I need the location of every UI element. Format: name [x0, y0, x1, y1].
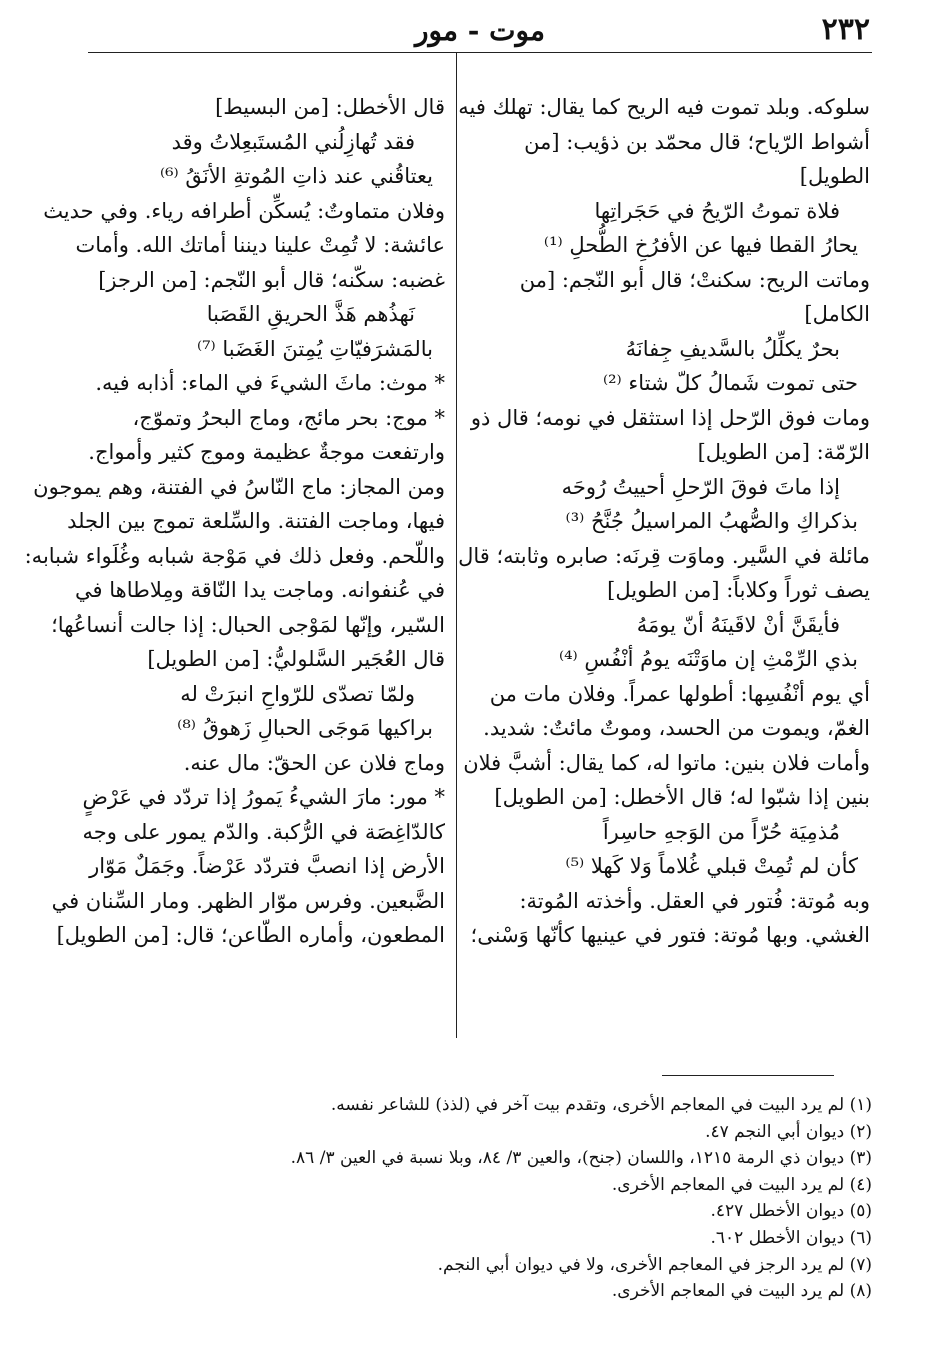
text-line: حتى تموت شَمالُ كلّ شتاء ⁽²⁾: [602, 371, 858, 395]
footnote: (٥) ديوان الأخطل ٤٢٧.: [710, 1201, 872, 1222]
text-line: في عُنفوانه. وماجت يدا النّاقة ومِلاطاها في: [75, 578, 445, 602]
running-title: موت - مور: [415, 14, 545, 47]
text-line: الطويل]: [799, 164, 870, 188]
text-line: بنين إذا شبّوا له؛ قال الأخطل: [من الطويل]: [494, 785, 870, 809]
footnote: (٢) ديوان أبي النجم ٤٧.: [705, 1121, 872, 1142]
header-rule: [88, 52, 872, 53]
text-line: وماتت الريح: سكنتْ؛ قال أبو النّجم: [من: [519, 267, 870, 292]
text-line: الغمّ، ويموت من الحسد، وموتٌ مائتٌ: شديد.: [483, 716, 870, 740]
text-line: وبه مُوتة: فُتور في العقل. وأخذته المُوتة:: [519, 888, 870, 913]
text-line: مُذمِيَة حُرّاً من الوَجهِ حاسِراً: [602, 819, 840, 844]
footnote: (٦) ديوان الأخطل ٦٠٢.: [710, 1227, 872, 1248]
footnote: (٣) ديوان ذي الرمة ١٢١٥، واللسان (جنح)، والعين ٣/ ٨٤، وبلا نسبة في العين ٣/ ٨٦.: [290, 1148, 872, 1169]
column-divider: [456, 52, 457, 1038]
page-header: [90, 12, 870, 52]
text-line: * موج: بحر مائج، وماج البحرُ وتموّج،: [132, 405, 445, 430]
footnote: (٧) لم يرد الرجز في المعاجم الأخرى، ولا في ديوان أبي النجم.: [437, 1254, 872, 1275]
text-line: سلوكه. وبلد تموت فيه الريح كما يقال: تهلك فيه: [458, 95, 870, 119]
text-line: وارتفعت موجةٌ عظيمة وموج كثير وأمواج.: [88, 440, 445, 464]
text-line: ولمّا تصدّى للرّواحِ انبرَتْ له: [180, 681, 415, 706]
footnotes: [90, 1092, 872, 1305]
text-line: غضبه: سكّنه؛ قال أبو النّجم: [من الرجز]: [98, 267, 445, 292]
text-line: ومن المجاز: ماج النّاسُ في الفتنة، وهم يموجون: [33, 474, 445, 499]
text-line: فأيقَنَّ أنْ لاقَينَهُ أنّ يومَهُ: [636, 612, 840, 637]
text-line: يصف ثوراً وكلاباً: [من الطويل]: [607, 578, 870, 602]
text-line: براكيها مَوجَى الحبالِ زَهوقُ ⁽⁸⁾: [177, 716, 433, 740]
text-line: نَهذُهم هَذَّ الحريقِ القَصَبا: [206, 302, 415, 326]
text-line: الكامل]: [804, 302, 870, 326]
text-line: وأمات فلان بنين: ماتوا له، كما يقال: أشبَّ فلان: [463, 750, 870, 775]
text-line: وماج فلان عن الحقّ: مال عنه.: [183, 750, 445, 775]
text-line: فقد تُهازِلُني المُستَبعِلاتُ وقد: [171, 129, 415, 154]
text-line: إذا ماتَ فوقَ الرّحلِ أحييتُ رُوحَه: [561, 474, 840, 499]
footnote-rule: [662, 1075, 834, 1076]
text-line: وفلان متماوتٌ: يُسكِّن أطرافه رياء. وفي حديث: [43, 198, 445, 223]
text-line: بالمَشرَفيّاتِ يُمِتنَ الغَضَبا ⁽⁷⁾: [196, 336, 433, 361]
right-column: [458, 90, 870, 953]
left-column: [24, 90, 445, 953]
text-line: ومات فوق الرّحل إذا استثقل في نومه؛ قال ذو: [470, 405, 870, 430]
text-line: عائشة: لا تُمِتْ علينا ديننا أماتك الله. وأمات: [75, 233, 445, 257]
text-line: قال الأخطل: [من البسيط]: [215, 95, 445, 119]
text-line: فلاة تموتُ الرّيحُ في حَجَراتِها: [594, 198, 840, 223]
text-line: المطعون، وأماره الطّاعن؛ قال: [من الطويل]: [56, 923, 445, 947]
text-line: فيها، وماجت الفتنة. والسِّلعة تموج بين الجلد: [67, 509, 445, 533]
text-line: * مور: مارَ الشيءُ يَمورُ إذا تردّد في عَرْضٍ: [82, 785, 445, 809]
text-line: بذي الرِّمْثِ إن ماوَتْنَه يومُ أنْفُسِ ⁽⁴⁾: [558, 647, 858, 671]
text-line: أشواط الرّياح؛ قال محمّد بن ذؤيب: [من: [524, 129, 870, 154]
page-number: ٢٣٢: [821, 12, 870, 47]
text-line: واللّحم. وفعل ذلك في مَوْجة شبابه وغُلَواء شبابه:: [24, 543, 445, 568]
footnote: (١) لم يرد البيت في المعاجم الأخرى، وتقدم بيت آخر في (لذذ) للشاعر نفسه.: [330, 1095, 872, 1115]
text-line: بحرٌ يكلِّلُ بالسَّديفِ جِفانَهُ: [625, 336, 840, 361]
text-line: بذكراكِ والصُّهبُ المراسيلُ جُنَّحُ ⁽³⁾: [565, 509, 858, 533]
text-line: الغشي. وبها مُوتة: فتور في عينيها كأنّها وَسْنى؛: [470, 923, 870, 947]
text-line: السّير، وإنّها لمَوْجى الحبال: إذا جالت أنساعُها؛: [51, 612, 445, 637]
text-line: يعتاقُني عند ذاتِ المُوتةِ الأنَقُ ⁽⁶⁾: [159, 164, 433, 188]
text-line: مائلة في السَّير. وماوَت قِرنَه: صابره وثابته؛ قال: [458, 543, 870, 568]
text-line: يحارُ القطا فيها عن الأفرُخِ الطُّحلِ ⁽¹⁾: [543, 233, 858, 257]
text-line: * موث: ماثَ الشيءَ في الماء: أذابه فيه.: [95, 371, 445, 395]
text-line: الأرض إذا انصبَّ فتردّد عَرْضاً. وجَمَلٌ مَوّار: [89, 854, 445, 878]
text-line: الرّمّة: [من الطويل]: [697, 440, 870, 464]
footnote: (٨) لم يرد البيت في المعاجم الأخرى.: [611, 1281, 872, 1302]
text-line: أي يوم أنْفُسِها: أطولها عمراً. وفلان مات من: [489, 681, 870, 706]
text-line: كأن لم تُمِتْ قبلي غُلاماً وَلا كَهلا ⁽⁵⁾: [565, 854, 858, 878]
text-line: الضَّبعين. وفرس موّار الظهر. ومار السِّنان في: [51, 888, 445, 913]
text-line: قال العُجَير السَّلوليُّ: [من الطويل]: [147, 647, 445, 671]
text-line: كالدّاغِصَة في الرُّكبة. والدّم يمور على وجه: [82, 819, 445, 844]
footnote: (٤) لم يرد البيت في المعاجم الأخرى.: [611, 1174, 872, 1195]
